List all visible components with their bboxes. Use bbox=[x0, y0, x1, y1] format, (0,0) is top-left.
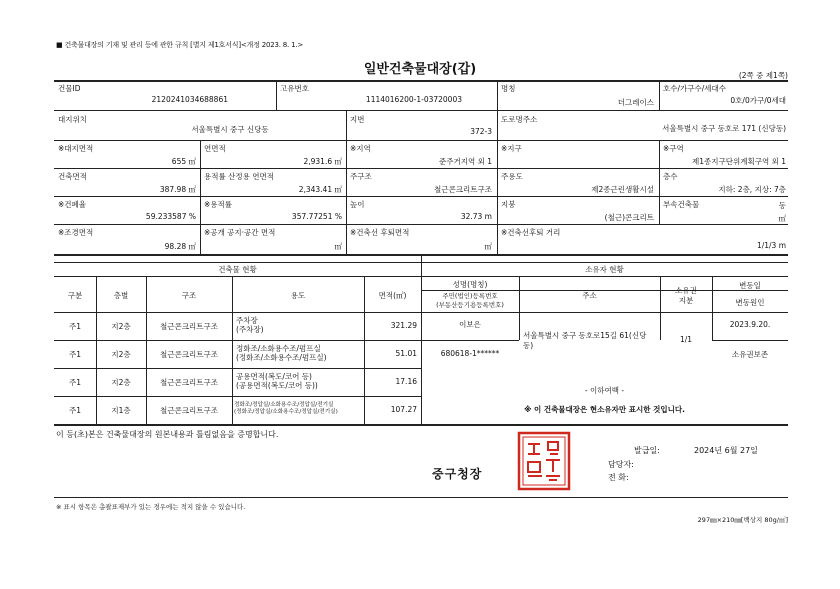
floor-area-ratio-value: 357.77251 % bbox=[291, 212, 342, 221]
building-id-value: 2120241034688861 bbox=[151, 95, 228, 104]
unique-no-value: 1114016200-1-03720003 bbox=[365, 95, 462, 104]
row-use: 정화조/정압실/소화용수조/정압실/전기실 bbox=[234, 402, 334, 408]
owner-status-section-label: 소유자 현황 bbox=[585, 265, 624, 274]
building-coverage-label: ※건폐율 bbox=[58, 200, 87, 209]
lot-number-value: 372-3 bbox=[470, 127, 492, 136]
annex-area-value: ㎡ bbox=[778, 214, 786, 223]
building-id-label: 건물ID bbox=[58, 84, 81, 93]
owner-change-date: 2023.9.20. bbox=[729, 320, 771, 329]
building-status-section-label: 건축물 현황 bbox=[218, 265, 257, 274]
road-address-value: 서울특별시 중구 동호로 171 (신당동) bbox=[662, 124, 786, 133]
setback-distance-label: ※건축선후퇴 거리 bbox=[501, 228, 561, 237]
road-address-label: 도로명주소 bbox=[501, 115, 538, 124]
row-area: 17.16 bbox=[395, 377, 417, 386]
row-structure: 철근콘크리트구조 bbox=[160, 406, 218, 415]
issuer-name: 중구청장 bbox=[432, 467, 483, 481]
building-name-value: 더그레이스 bbox=[617, 98, 654, 107]
row-use-sub: (정화조/소화용수조/펌프실) bbox=[236, 353, 327, 362]
row-division: 주1 bbox=[68, 350, 82, 359]
building-area-value: 387.98 ㎡ bbox=[159, 185, 196, 194]
row-use-sub: (정화조/정압실/소화용수조/정압실/전기실) bbox=[234, 409, 338, 415]
building-area-label: 건축면적 bbox=[58, 172, 87, 181]
col-area: 면적(㎡) bbox=[378, 291, 407, 300]
far-area-label: 용적률 산정용 연면적 bbox=[204, 172, 274, 181]
row-structure: 철근콘크리트구조 bbox=[160, 322, 218, 331]
col-owner-id-registry: (부동산등기용등록번호) bbox=[436, 301, 504, 309]
footnote: ※ 표시 항목은 총괄표제부가 있는 경우에는 적지 않을 수 있습니다. bbox=[56, 503, 246, 511]
row-division: 주1 bbox=[68, 322, 82, 331]
landscape-area-value: 98.28 ㎡ bbox=[164, 242, 196, 251]
owner-address: 서울특별시 중구 동호로15길 61(신당 bbox=[523, 331, 647, 340]
row-structure: 철근콘크리트구조 bbox=[160, 378, 218, 387]
col-structure: 구조 bbox=[181, 291, 197, 300]
sector-label: ※구역 bbox=[663, 144, 684, 153]
land-area-value: 655 ㎡ bbox=[171, 157, 196, 166]
public-space-value: ㎡ bbox=[334, 242, 342, 251]
row-division: 주1 bbox=[68, 406, 82, 415]
row-area: 107.27 bbox=[390, 405, 417, 414]
row-floor: 지2층 bbox=[111, 350, 131, 359]
building-name-label: 명칭 bbox=[501, 84, 516, 93]
roof-value: (철근)콘크리트 bbox=[604, 213, 654, 222]
row-floor: 지2층 bbox=[111, 378, 131, 387]
row-use: 정화조/소화용수조/펌프실 bbox=[236, 344, 321, 353]
row-floor: 지1층 bbox=[111, 406, 131, 415]
page-number: (2쪽 중 제1쪽) bbox=[738, 71, 788, 80]
main-structure-value: 철근콘크리트구조 bbox=[434, 185, 492, 194]
col-owner-address: 주소 bbox=[582, 291, 597, 300]
main-use-value: 제2종근린생활시설 bbox=[591, 185, 654, 194]
owner-registration-no: 680618-1****** bbox=[440, 349, 500, 358]
far-area-value: 2,343.41 ㎡ bbox=[298, 185, 342, 194]
row-floor: 지2층 bbox=[111, 322, 131, 331]
issue-date-label: 발급일: bbox=[634, 446, 660, 455]
total-floor-area-value: 2,931.6 ㎡ bbox=[303, 157, 342, 166]
roof-label: 지붕 bbox=[501, 200, 516, 209]
annex-label: 부속건축물 bbox=[663, 200, 700, 209]
col-owner-name: 성명(명칭) bbox=[452, 280, 488, 289]
building-coverage-value: 59.233587 % bbox=[145, 212, 196, 221]
sector-value: 제1종지구단위계획구역 외 1 bbox=[691, 157, 786, 166]
zone-label: ※지역 bbox=[350, 144, 371, 153]
site-location-value: 서울특별시 중구 신당동 bbox=[191, 125, 269, 134]
row-use-sub: (공용면적(복도/코어 등)) bbox=[236, 381, 318, 390]
landscape-area-label: ※조경면적 bbox=[58, 228, 94, 237]
lot-number-label: 지번 bbox=[350, 115, 365, 124]
col-owner-id: 주민(법인)등록번호 bbox=[442, 292, 498, 300]
row-division: 주1 bbox=[68, 378, 82, 387]
zone-value: 준주거지역 외 1 bbox=[438, 157, 492, 166]
col-division: 구분 bbox=[67, 291, 83, 300]
col-change-reason: 변동원인 bbox=[735, 298, 765, 307]
annex-count-value: 동 bbox=[778, 201, 786, 210]
setback-area-value: ㎡ bbox=[484, 242, 492, 251]
col-ownership-share: 지분 bbox=[678, 296, 694, 305]
setback-area-label: ※건축선 후퇴면적 bbox=[350, 228, 410, 237]
form-regulation-note: ■ 건축물대장의 기재 및 관리 등에 관한 규칙 [별지 제1호서식]<개정 2023. 8. 1.> bbox=[56, 41, 304, 49]
row-area: 51.01 bbox=[395, 349, 417, 358]
document-title: 일반건축물대장(갑) bbox=[363, 62, 477, 77]
district-label: ※지구 bbox=[501, 144, 522, 153]
issue-date-value: 2024년 6월 27일 bbox=[694, 446, 758, 455]
units-value: 0호/0가구/0세대 bbox=[730, 96, 786, 105]
row-area: 321.29 bbox=[390, 321, 417, 330]
paper-spec: 297㎜×210㎜[백상지 80g/㎡] bbox=[697, 516, 788, 524]
owner-share: 1/1 bbox=[679, 335, 693, 344]
main-use-label: 주용도 bbox=[501, 172, 523, 181]
unique-no-label: 고유번호 bbox=[280, 84, 309, 93]
phone-label: 전 화: bbox=[608, 473, 629, 482]
col-floor: 층별 bbox=[113, 291, 129, 300]
col-use: 용도 bbox=[290, 291, 306, 300]
official-seal-icon bbox=[516, 430, 572, 492]
row-use-sub: (주차장) bbox=[236, 325, 264, 334]
floor-area-ratio-label: ※용적률 bbox=[204, 200, 233, 209]
current-owner-note: ※ 이 건축물대장은 현소유자만 표시한 것입니다. bbox=[524, 405, 685, 414]
col-change-date: 변동일 bbox=[739, 281, 761, 290]
owner-name: 이보은 bbox=[459, 320, 481, 329]
height-value: 32.73 m bbox=[460, 212, 492, 221]
site-location-label: 대지위치 bbox=[58, 115, 87, 124]
public-space-label: ※공개 공지·공간 면적 bbox=[204, 228, 276, 237]
setback-distance-value: 1/1/3 m bbox=[756, 241, 786, 250]
floors-value: 지하: 2층, 지상: 7층 bbox=[718, 185, 786, 194]
height-label: 높이 bbox=[350, 200, 365, 209]
officer-label: 담당자: bbox=[608, 460, 634, 469]
floors-label: 층수 bbox=[663, 172, 678, 181]
total-floor-area-label: 연면적 bbox=[204, 144, 226, 153]
owner-address-cont: 동) bbox=[523, 341, 534, 350]
land-area-label: ※대지면적 bbox=[58, 144, 94, 153]
blank-below-note: - 이하여백 - bbox=[584, 386, 625, 395]
owner-change-reason: 소유권보존 bbox=[731, 350, 769, 359]
col-ownership: 소유권 bbox=[675, 286, 697, 295]
units-label: 호수/가구수/세대수 bbox=[663, 84, 727, 93]
certification-statement: 이 등(초)본은 건축물대장의 원본내용과 틀림없음을 증명합니다. bbox=[56, 430, 279, 439]
row-use: 주차장 bbox=[236, 316, 258, 325]
row-use: 공용면적(복도/코어 등) bbox=[236, 372, 312, 381]
main-structure-label: 주구조 bbox=[350, 172, 372, 181]
row-structure: 철근콘크리트구조 bbox=[160, 350, 218, 359]
